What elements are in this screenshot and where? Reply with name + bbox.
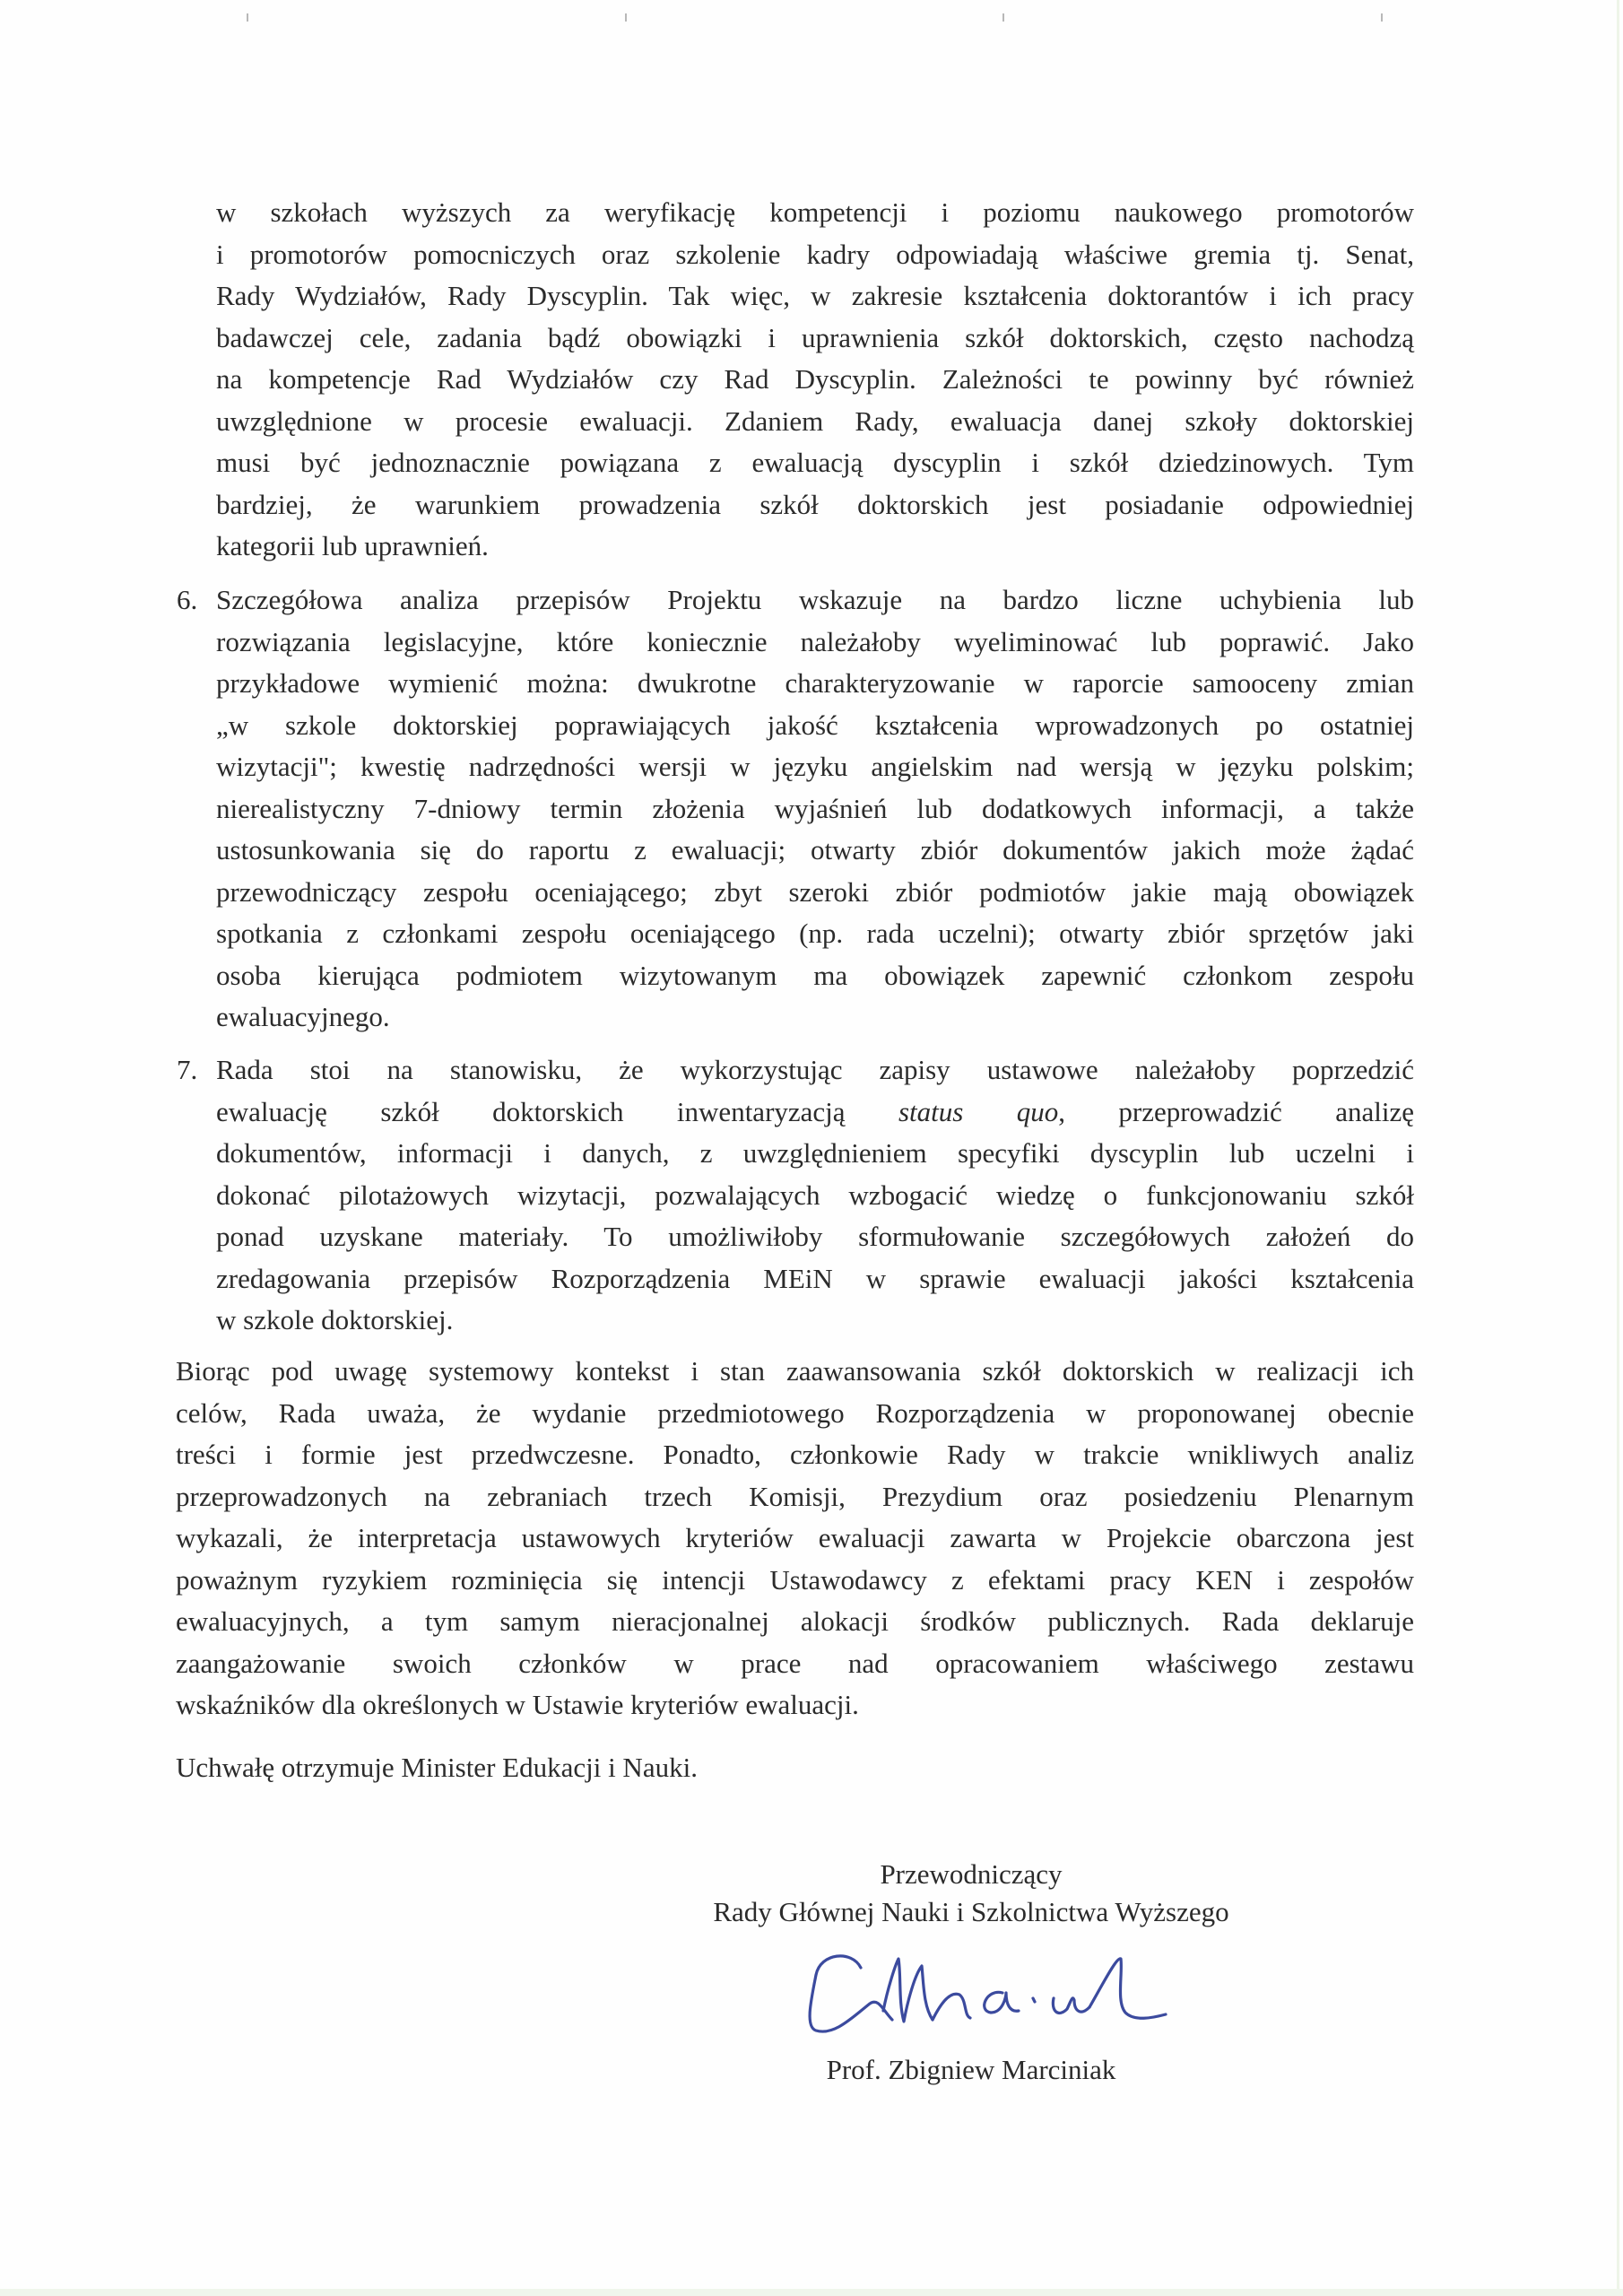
text-line: dokumentów, informacji i danych, z uwzględnieniem specyfiki dyscyplin lub uczelni i — [216, 1137, 1414, 1169]
text-line: przewodniczący zespołu oceniającego; zbyt szeroki zbiór podmiotów jakie mają obowiązek — [216, 875, 1414, 908]
text-line: i promotorów pomocniczych oraz szkolenie kadry odpowiadają właściwe gremia tj. Senat, — [216, 238, 1414, 270]
text-line: nierealistyczny 7-dniowy termin złożenia wyjaśnień lub dodatkowych informacji, a także — [216, 792, 1414, 824]
text-line: Rada stoi na stanowisku, że wykorzystując zapisy ustawowe należałoby poprzedzić — [216, 1054, 1414, 1085]
text-line: Rady Wydziałów, Rady Dyscyplin. Tak więc, w zakresie kształcenia doktorantów i ich pracy — [216, 280, 1414, 311]
text-line: rozwiązania legislacyjne, które koniecznie należałoby wyeliminować lub poprawić. Jako — [216, 625, 1414, 657]
text-line: Uchwałę otrzymuje Minister Edukacji i Nauki. — [176, 1752, 698, 1783]
text-line: w szkołach wyższych za weryfikację kompetencji i poziomu naukowego promotorów — [216, 196, 1414, 228]
paragraph-5-continuation — [216, 192, 1414, 568]
signatory-title: Przewodniczący — [880, 1858, 1063, 1890]
signatory-organization: Rady Głównej Nauki i Szkolnictwa Wyższego — [713, 1896, 1229, 1927]
text-line: osoba kierująca podmiotem wizytowanym ma obowiązek zapewnić członkom zespołu — [216, 959, 1414, 991]
text-line: musi być jednoznacznie powiązana z ewaluacją dyscyplin i szkół dziedzinowych. Tym — [216, 447, 1414, 478]
scan-edge-right — [1617, 0, 1619, 2296]
text-line: ponad uzyskane materiały. To umożliwiłoby sformułowanie szczegółowych założeń do — [216, 1221, 1414, 1252]
text-line: zredagowania przepisów Rozporządzenia MEiN w sprawie ewaluacji jakości kształcenia — [216, 1262, 1414, 1294]
text-line: w szkole doktorskiej. — [216, 1304, 454, 1335]
text-line: badawczej cele, zadania bądź obowiązki i uprawnienia szkół doktorskich, często nachodzą — [216, 321, 1414, 353]
signatory-name: Prof. Zbigniew Marciniak — [826, 2054, 1116, 2085]
conclusion-paragraph — [176, 1351, 1414, 1726]
text-line: wizytacji"; kwestię nadrzędności wersji w języku angielskim nad wersją w języku polskim; — [216, 751, 1414, 782]
text-line: Szczegółowa analiza przepisów Projektu wskazuje na bardzo liczne uchybienia lub — [216, 584, 1414, 615]
italic-phrase: status quo — [898, 1095, 1059, 1127]
text-line — [216, 1091, 1414, 1134]
scan-edge-bottom — [0, 2289, 1623, 2296]
text-line: przykładowe wymienić można: dwukrotne charakteryzowanie w raporcie samooceny zmian — [216, 667, 1414, 699]
handwritten-signature-icon — [798, 1948, 1202, 2042]
text-line: ewaluacyjnych, a tym samym nieracjonalnej alokacji środków publicznych. Rada deklaruje — [176, 1605, 1414, 1637]
text-line: wskaźników dla określonych w Ustawie kryteriów ewaluacji. — [176, 1689, 859, 1720]
text-line: spotkania z członkami zespołu oceniającego (np. rada uczelni); otwarty zbiór sprzętów jaki — [216, 918, 1414, 949]
scan-tick-mark — [625, 13, 627, 22]
recipient-line — [176, 1747, 1414, 1789]
list-item-7 — [177, 1049, 1414, 1342]
text-line: celów, Rada uważa, że wydanie przedmiotowego Rozporządzenia w proponowanej obecnie — [176, 1396, 1414, 1429]
text-line: „w szkole doktorskiej poprawiających jakość kształcenia wprowadzonych po ostatniej — [216, 709, 1414, 741]
list-item-6 — [177, 579, 1414, 1039]
text-line: Biorąc pod uwagę systemowy kontekst i stan zaawansowania szkół doktorskich w realizacji ich — [176, 1355, 1414, 1387]
text-line: ewaluacyjnego. — [216, 1001, 390, 1032]
text-line: dokonać pilotażowych wizytacji, pozwalających wzbogacić wiedzę o funkcjonowaniu szkół — [216, 1178, 1414, 1211]
text-line: treści i formie jest przedwczesne. Ponadto, członkowie Rady w trakcie wnikliwych analiz — [176, 1439, 1414, 1470]
text-line: kategorii lub uprawnień. — [216, 530, 489, 561]
text-line: przeprowadzonych na zebraniach trzech Komisji, Prezydium oraz posiedzeniu Plenarnym — [176, 1480, 1414, 1512]
text-line: ustosunkowania się do raportu z ewaluacji; otwarty zbiór dokumentów jakich może żądać — [216, 834, 1414, 865]
text-line: zaangażowanie swoich członków w prace nad opracowaniem właściwego zestawu — [176, 1647, 1414, 1679]
text-line: bardziej, że warunkiem prowadzenia szkół doktorskich jest posiadanie odpowiedniej — [216, 488, 1414, 520]
text-segment: ewaluację szkół doktorskich inwentaryzacją — [216, 1095, 898, 1127]
text-line: na kompetencje Rad Wydziałów czy Rad Dyscyplin. Zależności te powinny być również — [216, 363, 1414, 395]
text-line: poważnym ryzykiem rozminięcia się intencji Ustawodawcy z efektami pracy KEN i zespołów — [176, 1563, 1414, 1596]
text-segment: , przeprowadzić analizę — [1058, 1095, 1414, 1127]
scan-tick-mark — [247, 13, 248, 22]
text-line: wykazali, że interpretacja ustawowych kryteriów ewaluacji zawarta w Projekcie obarczona jest — [176, 1522, 1414, 1553]
scan-tick-mark — [1381, 13, 1383, 22]
list-number: 6. — [177, 584, 198, 615]
text-line: uwzględnione w procesie ewaluacji. Zdaniem Rady, ewaluacja danej szkoły doktorskiej — [216, 404, 1414, 437]
list-number: 7. — [177, 1054, 198, 1085]
scan-tick-mark — [1002, 13, 1004, 22]
